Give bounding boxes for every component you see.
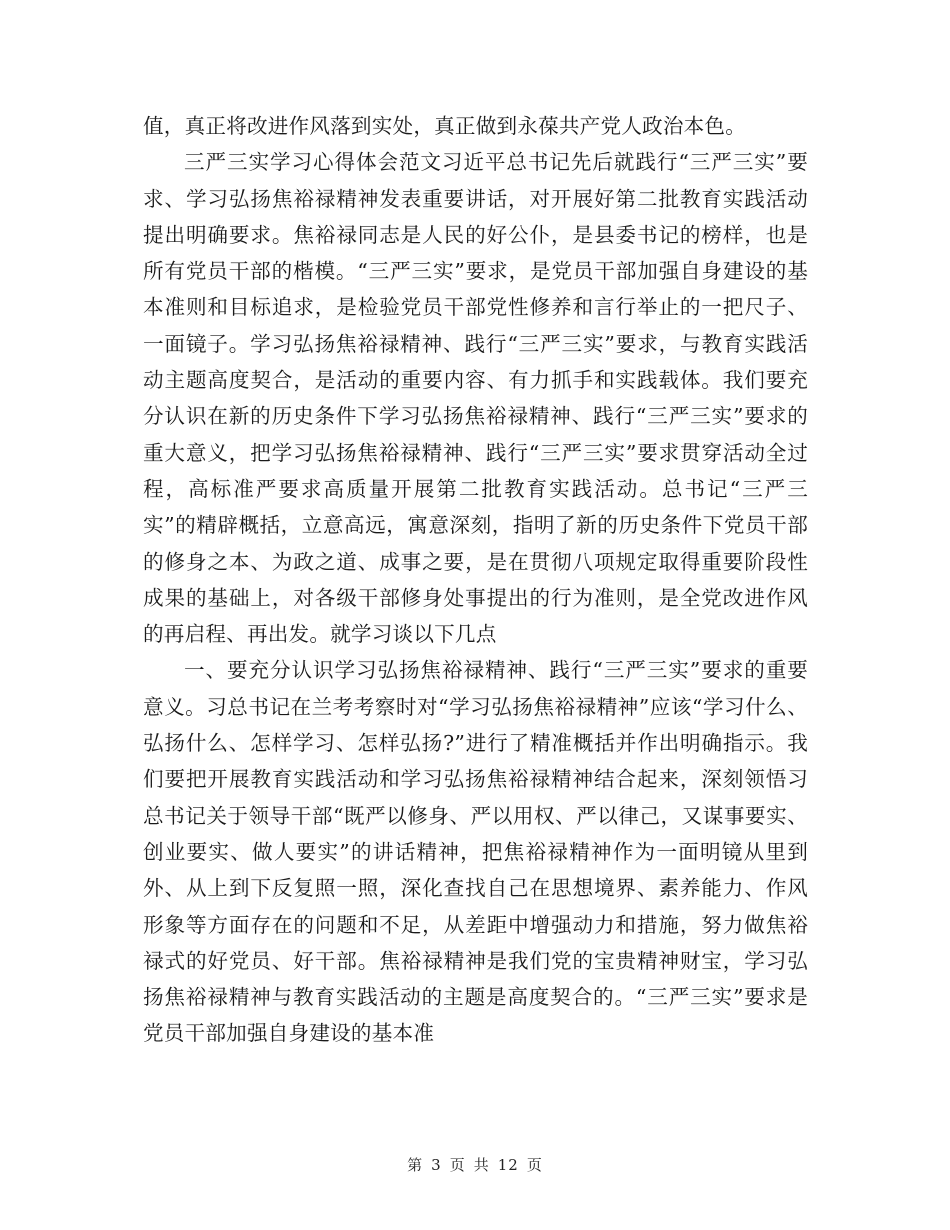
- paragraph-section-one: 一、要充分认识学习弘扬焦裕禄精神、践行“三严三实”要求的重要意义。习总书记在兰考考察时对“学习弘扬焦裕禄精神”应该“学习什么、弘扬什么、怎样学习、怎样弘扬?”进行了精准概括并作出明确指示。我们要把开展教育实践活动和学习弘扬焦裕禄精神结合起来，深刻领悟习总书记关于领导干部“既严以修身、严以用权、严以律己，又谋事要实、创业要实、做人要实”的讲话精神，把焦裕禄精神作为一面明镜从里到外、从上到下反复照一照，深化查找自己在思想境界、素养能力、作风形象等方面存在的问题和不足，从差距中增强动力和措施，努力做焦裕禄式的好党员、好干部。焦裕禄精神是我们党的宝贵精神财宝，学习弘扬焦裕禄精神与教育实践活动的主题是高度契合的。“三严三实”要求是党员干部加强自身建设的基本准: [143, 658, 808, 1046]
- footer-total-pages: 12: [497, 1156, 519, 1174]
- footer-prefix: 第: [407, 1156, 424, 1174]
- footer-current-page: 3: [431, 1156, 442, 1174]
- page-footer: [0, 1155, 950, 1175]
- document-body: [143, 108, 808, 1052]
- paragraph-continuation: 值，真正将改进作风落到实处，真正做到永葆共产党人政治本色。: [143, 114, 747, 138]
- footer-page-label: 页: [449, 1156, 466, 1174]
- footer-suffix: 页: [526, 1156, 543, 1174]
- footer-total-label: 共: [473, 1156, 490, 1174]
- paragraph-intro: 三严三实学习心得体会范文习近平总书记先后就践行“三严三实”要求、学习弘扬焦裕禄精神发表重要讲话，对开展好第二批教育实践活动提出明确要求。焦裕禄同志是人民的好公仆，是县委书记的榜样，也是所有党员干部的楷模。“三严三实”要求，是党员干部加强自身建设的基本准则和目标追求，是检验党员干部党性修养和言行举止的一把尺子、一面镜子。学习弘扬焦裕禄精神、践行“三严三实”要求，与教育实践活动主题高度契合，是活动的重要内容、有力抓手和实践载体。我们要充分认识在新的历史条件下学习弘扬焦裕禄精神、践行“三严三实”要求的重大意义，把学习弘扬焦裕禄精神、践行“三严三实”要求贯穿活动全过程，高标准严要求高质量开展第二批教育实践活动。总书记“三严三实”的精辟概括，立意高远，寓意深刻，指明了新的历史条件下党员干部的修身之本、为政之道、成事之要，是在贯彻八项规定取得重要阶段性成果的基础上，对各级干部修身处事提出的行为准则，是全党改进作风的再启程、再出发。就学习谈以下几点: [143, 150, 808, 647]
